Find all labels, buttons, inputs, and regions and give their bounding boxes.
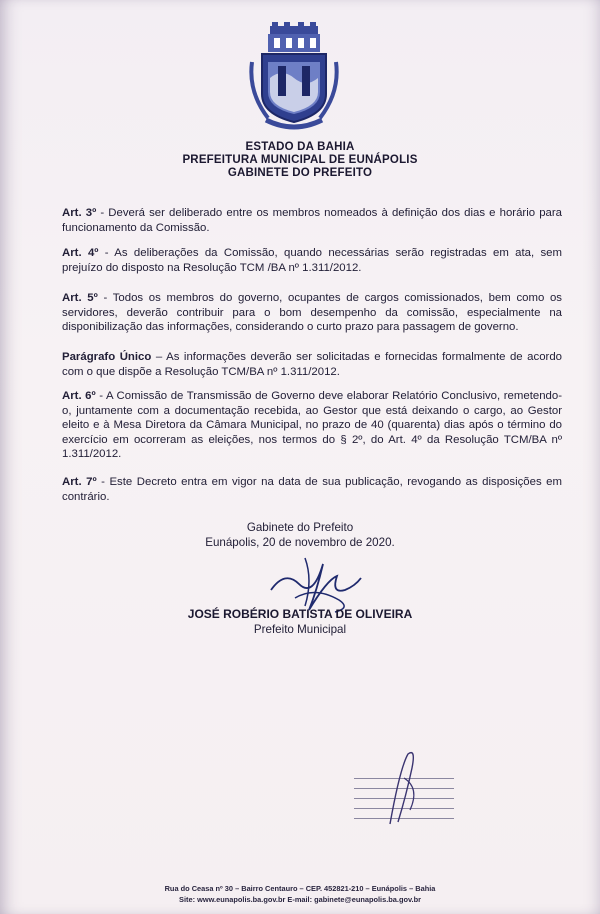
article-text: - Este Decreto entra em vigor na data de sua publicação, revogando as disposições em contrário. (62, 476, 563, 503)
footer-address: Rua do Ceasa nº 30 – Bairro Centauro – CEP. 452821-210 – Eunápolis – Bahia (164, 884, 436, 893)
article-text: - Todos os membros do governo, ocupantes de cargos comissionados, bem como os servidores, deverão contribuir para o bom desempenho da comissão, especialmente na disponibilização das informações, considerando o curto prazo para passagem de governo. (62, 292, 563, 334)
article-label: Art. 4º (62, 247, 99, 259)
article-4 (62, 246, 562, 275)
paragraph-unico (62, 350, 562, 379)
article-text: – As informações deverão ser solicitadas e fornecidas formalmente de acordo com o que dispõe a Resolução TCM/BA nº 1.311/2012. (62, 351, 562, 378)
article-text: - Deverá ser deliberado entre os membros nomeados à definição dos dias e horário para funcionamento da Comissão. (62, 207, 562, 234)
article-label: Art. 6º (62, 390, 96, 402)
header-state: ESTADO DA BAHIA (245, 141, 355, 153)
article-label: Parágrafo Único (62, 351, 152, 363)
article-label: Art. 5º (62, 292, 98, 304)
article-6 (62, 389, 562, 462)
header-office: GABINETE DO PREFEITO (227, 167, 373, 179)
closing-date: Eunápolis, 20 de novembro de 2020. (205, 536, 395, 549)
article-7 (62, 475, 562, 504)
article-text: - As deliberações da Comissão, quando necessárias serão registradas em ata, sem prejuízo do disposto na Resolução TCM /BA nº 1.311/2012. (62, 247, 562, 274)
municipal-coat-of-arms-icon (248, 22, 340, 134)
header-prefecture: PREFEITURA MUNICIPAL DE EUNÁPOLIS (182, 154, 418, 166)
signatory-role: Prefeito Municipal (253, 623, 347, 636)
article-label: Art. 3º (62, 207, 97, 219)
article-3 (62, 206, 562, 235)
footer-contact: Site: www.eunapolis.ba.gov.br E-mail: gabinete@eunapolis.ba.gov.br (179, 895, 421, 904)
signatory-name: JOSÉ ROBÉRIO BATISTA DE OLIVEIRA (187, 607, 413, 621)
closing-place: Gabinete do Prefeito (246, 521, 354, 534)
article-label: Art. 7º (62, 476, 97, 488)
article-5 (62, 291, 562, 335)
publication-stamp-icon (350, 748, 460, 828)
article-text: - A Comissão de Transmissão de Governo deve elaborar Relatório Conclusivo, remetendo-o, juntamente com a documentação recebida, ao Gestor que está deixando o cargo, ao Gestor eleito e à Mesa Diretora da Câmara Municipal, no prazo de 40 (quarenta) dias após o término do exercício em ocorreram as eleições, nos termos do § 2º, do Art. 4º da Resolução TCM/BA nº 1.311/2012. (62, 390, 562, 461)
